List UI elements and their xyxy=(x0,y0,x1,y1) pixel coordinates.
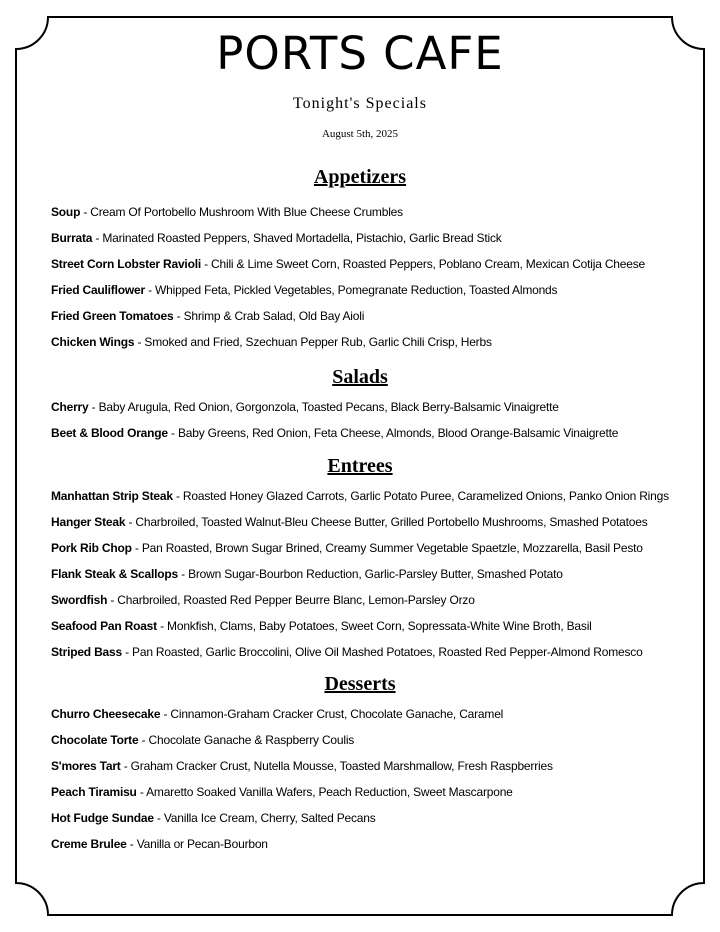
item-name: Beet & Blood Orange xyxy=(51,426,168,440)
section-title-entrees: Entrees xyxy=(327,455,393,477)
item-name: Seafood Pan Roast xyxy=(51,619,157,633)
item-description: Smoked and Fried, Szechuan Pepper Rub, Garlic Chili Crisp, Herbs xyxy=(144,335,492,349)
item-description: Graham Cracker Crust, Nutella Mousse, Toasted Marshmallow, Fresh Raspberries xyxy=(130,759,553,773)
item-description: Vanilla Ice Cream, Cherry, Salted Pecans xyxy=(163,811,376,825)
item-description: Chocolate Ganache & Raspberry Coulis xyxy=(148,733,355,747)
item-description: Pan Roasted, Brown Sugar Brined, Creamy Summer Vegetable Spaetzle, Mozzarella, Basil Pesto xyxy=(141,541,643,555)
item-description: Pan Roasted, Garlic Broccolini, Olive Oil Mashed Potatoes, Roasted Red Pepper-Almond Romesco xyxy=(132,645,643,659)
item-description: Cinnamon-Graham Cracker Crust, Chocolate Ganache, Caramel xyxy=(170,707,504,721)
menu-item: Peach Tiramisu - Amaretto Soaked Vanilla Wafers, Peach Reduction, Sweet Mascarpone xyxy=(51,785,513,799)
item-name: Manhattan Strip Steak xyxy=(51,489,173,503)
menu-item: Chicken Wings - Smoked and Fried, Szechuan Pepper Rub, Garlic Chili Crisp, Herbs xyxy=(51,335,492,349)
section-title-appetizers: Appetizers xyxy=(313,166,407,188)
menu-item: Swordfish - Charbroiled, Roasted Red Pepper Beurre Blanc, Lemon-Parsley Orzo xyxy=(51,593,475,607)
item-description: Baby Arugula, Red Onion, Gorgonzola, Toasted Pecans, Black Berry-Balsamic Vinaigrette xyxy=(98,400,559,414)
item-name: Fried Green Tomatoes xyxy=(51,309,174,323)
item-name: Fried Cauliflower xyxy=(51,283,145,297)
item-description: Marinated Roasted Peppers, Shaved Mortadella, Pistachio, Garlic Bread Stick xyxy=(102,231,502,245)
menu-item: Flank Steak & Scallops - Brown Sugar-Bourbon Reduction, Garlic-Parsley Butter, Smashed Potato xyxy=(51,567,563,581)
item-name: Swordfish xyxy=(51,593,108,607)
menu-item: Street Corn Lobster Ravioli - Chili & Lime Sweet Corn, Roasted Peppers, Poblano Cream, Mexican Cotija Cheese xyxy=(51,257,645,271)
menu-item: Creme Brulee - Vanilla or Pecan-Bourbon xyxy=(51,837,268,851)
menu-item: Cherry - Baby Arugula, Red Onion, Gorgonzola, Toasted Pecans, Black Berry-Balsamic Vinaigrette xyxy=(51,400,559,414)
item-name: Cherry xyxy=(51,400,89,414)
item-name: Flank Steak & Scallops xyxy=(51,567,178,581)
menu-item: Hot Fudge Sundae - Vanilla Ice Cream, Cherry, Salted Pecans xyxy=(51,811,376,825)
menu-item: Churro Cheesecake - Cinnamon-Graham Cracker Crust, Chocolate Ganache, Caramel xyxy=(51,707,504,721)
item-name: Burrata xyxy=(51,231,93,245)
section-title-desserts: Desserts xyxy=(324,673,396,695)
item-description: Cream Of Portobello Mushroom With Blue Cheese Crumbles xyxy=(90,205,403,219)
page-subtitle: Tonight's Specials xyxy=(293,95,427,112)
menu-item: Burrata - Marinated Roasted Peppers, Shaved Mortadella, Pistachio, Garlic Bread Stick xyxy=(51,231,502,245)
item-description: Baby Greens, Red Onion, Feta Cheese, Almonds, Blood Orange-Balsamic Vinaigrette xyxy=(177,426,619,440)
menu-item: Chocolate Torte - Chocolate Ganache & Raspberry Coulis xyxy=(51,733,355,747)
menu-item: Fried Cauliflower - Whipped Feta, Pickled Vegetables, Pomegranate Reduction, Toasted Almonds xyxy=(51,283,558,297)
item-description: Shrimp & Crab Salad, Old Bay Aioli xyxy=(183,309,365,323)
section-title-salads: Salads xyxy=(332,366,388,388)
item-description: Monkfish, Clams, Baby Potatoes, Sweet Corn, Sopressata-White Wine Broth, Basil xyxy=(167,619,592,633)
menu-item: Manhattan Strip Steak - Roasted Honey Glazed Carrots, Garlic Potato Puree, Caramelized Onions, Panko Onion Rings xyxy=(51,489,669,503)
item-name: Peach Tiramisu xyxy=(51,785,137,799)
item-description: Brown Sugar-Bourbon Reduction, Garlic-Parsley Butter, Smashed Potato xyxy=(188,567,563,581)
menu-date: August 5th, 2025 xyxy=(321,128,399,140)
item-name: Chocolate Torte xyxy=(51,733,139,747)
item-description: Whipped Feta, Pickled Vegetables, Pomegranate Reduction, Toasted Almonds xyxy=(155,283,558,297)
item-name: Hot Fudge Sundae xyxy=(51,811,154,825)
menu-item: Hanger Steak - Charbroiled, Toasted Walnut-Bleu Cheese Butter, Grilled Portobello Mushrooms, Smashed Potatoes xyxy=(51,515,648,529)
item-name: S'mores Tart xyxy=(51,759,121,773)
item-description: Charbroiled, Roasted Red Pepper Beurre Blanc, Lemon-Parsley Orzo xyxy=(117,593,475,607)
page-title: PORTS CAFE xyxy=(216,27,504,80)
item-name: Churro Cheesecake xyxy=(51,707,161,721)
menu-item: Striped Bass - Pan Roasted, Garlic Broccolini, Olive Oil Mashed Potatoes, Roasted Red Pepper-Almond Romesco xyxy=(51,645,643,659)
item-name: Soup xyxy=(51,205,81,219)
item-name: Chicken Wings xyxy=(51,335,135,349)
item-description: Roasted Honey Glazed Carrots, Garlic Potato Puree, Caramelized Onions, Panko Onion Rings xyxy=(182,489,669,503)
menu-item: Seafood Pan Roast - Monkfish, Clams, Baby Potatoes, Sweet Corn, Sopressata-White Wine Broth, Basil xyxy=(51,619,592,633)
item-description: Charbroiled, Toasted Walnut-Bleu Cheese Butter, Grilled Portobello Mushrooms, Smashed Potatoes xyxy=(135,515,648,529)
item-description: Vanilla or Pecan-Bourbon xyxy=(136,837,268,851)
item-name: Creme Brulee xyxy=(51,837,127,851)
item-name: Hanger Steak xyxy=(51,515,126,529)
menu-item: Soup - Cream Of Portobello Mushroom With Blue Cheese Crumbles xyxy=(51,205,403,219)
menu-item: S'mores Tart - Graham Cracker Crust, Nutella Mousse, Toasted Marshmallow, Fresh Raspberries xyxy=(51,759,553,773)
item-name: Striped Bass xyxy=(51,645,122,659)
menu-item: Fried Green Tomatoes - Shrimp & Crab Salad, Old Bay Aioli xyxy=(51,309,365,323)
menu-item: Beet & Blood Orange - Baby Greens, Red Onion, Feta Cheese, Almonds, Blood Orange-Balsamic Vinaigrette xyxy=(51,426,619,440)
menu-item: Pork Rib Chop - Pan Roasted, Brown Sugar Brined, Creamy Summer Vegetable Spaetzle, Mozzarella, Basil Pesto xyxy=(51,541,643,555)
item-description: Chili & Lime Sweet Corn, Roasted Peppers, Poblano Cream, Mexican Cotija Cheese xyxy=(211,257,645,271)
item-name: Pork Rib Chop xyxy=(51,541,132,555)
item-description: Amaretto Soaked Vanilla Wafers, Peach Reduction, Sweet Mascarpone xyxy=(146,785,513,799)
item-name: Street Corn Lobster Ravioli xyxy=(51,257,201,271)
